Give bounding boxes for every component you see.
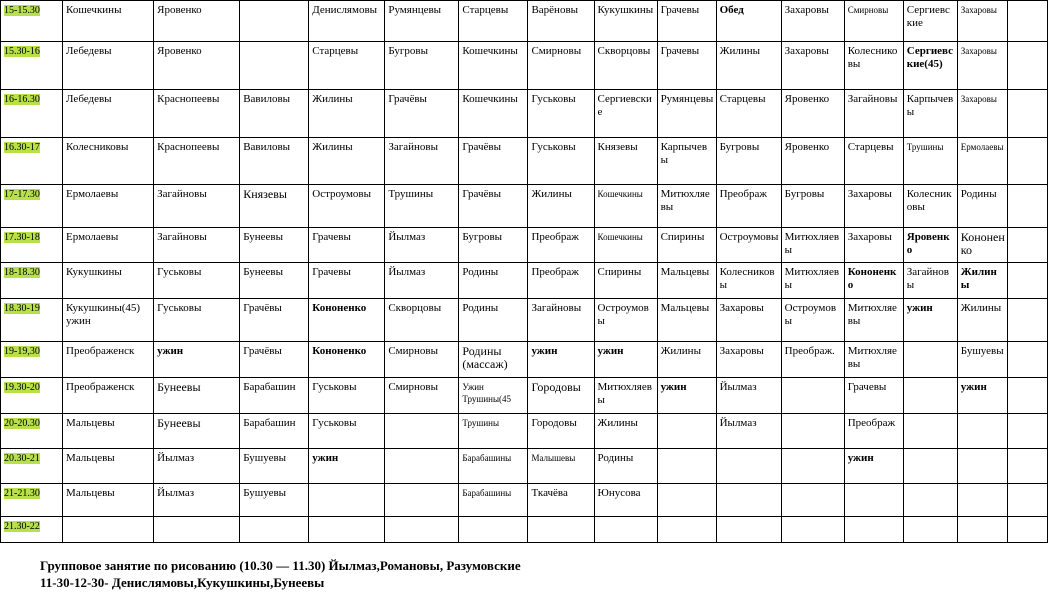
time-slot-cell (1, 299, 63, 342)
schedule-cell: Грачевы (309, 263, 385, 299)
schedule-cell: Колесниковы (903, 185, 957, 228)
time-slot-cell (1, 90, 63, 138)
schedule-cell (594, 517, 657, 543)
schedule-cell (903, 517, 957, 543)
time-slot-cell (1, 138, 63, 185)
time-slot-label: 20.30-21 (4, 453, 40, 464)
note-drawing-class: Групповое занятие по рисованию (10.30 — 11.30) Йылмаз,Романовы, Разумовские (40, 558, 521, 573)
schedule-cell: Бушуевы (240, 449, 309, 484)
schedule-cell: Вавиловы (240, 138, 309, 185)
schedule-cell: Яровенко (781, 90, 844, 138)
schedule-cell: Митюхляевы (657, 185, 716, 228)
schedule-cell: Кукушкины (63, 263, 154, 299)
schedule-row (1, 185, 1048, 228)
schedule-cell: Скворцовы (385, 299, 459, 342)
schedule-cell: Краснопеевы (154, 90, 240, 138)
schedule-cell: Грачёвы (459, 138, 528, 185)
schedule-cell (63, 517, 154, 543)
schedule-cell (957, 414, 1007, 449)
schedule-cell: Смирновы (844, 1, 903, 42)
schedule-cell: Смирновы (385, 378, 459, 414)
schedule-cell: Кукушкины(45) ужин (63, 299, 154, 342)
schedule-cell: Грачёвы (459, 185, 528, 228)
schedule-cell: Ужин Трушины(45 (459, 378, 528, 414)
schedule-cell: Барабашин (240, 378, 309, 414)
time-slot-label: 18-18.30 (4, 267, 40, 278)
time-slot-label: 15-15.30 (4, 5, 40, 16)
schedule-cell: Родины (массаж) (459, 342, 528, 378)
schedule-cell (781, 414, 844, 449)
schedule-cell (657, 414, 716, 449)
schedule-cell: Захаровы (781, 42, 844, 90)
schedule-cell: Гуськовы (528, 90, 594, 138)
schedule-cell: Колесниковы (844, 42, 903, 90)
schedule-cell: Мальцевы (63, 484, 154, 517)
schedule-cell: Кошечкины (459, 90, 528, 138)
schedule-cell (957, 517, 1007, 543)
schedule-cell: Грачевы (309, 228, 385, 263)
schedule-cell: Кононенко (309, 299, 385, 342)
schedule-cell (385, 484, 459, 517)
schedule-row (1, 1, 1048, 42)
schedule-cell: Кошечкины (594, 185, 657, 228)
schedule-cell (657, 484, 716, 517)
schedule-cell: Преображенск (63, 378, 154, 414)
time-slot-label: 19.30-20 (4, 382, 40, 393)
schedule-cell: Кононенко (957, 228, 1007, 263)
schedule-cell: ужин (154, 342, 240, 378)
schedule-cell (1007, 378, 1047, 414)
schedule-cell (1007, 414, 1047, 449)
schedule-cell: Загайновы (903, 263, 957, 299)
schedule-row (1, 414, 1048, 449)
schedule-cell: Захаровы (781, 1, 844, 42)
schedule-cell: ужин (528, 342, 594, 378)
schedule-cell: Бугровы (716, 138, 781, 185)
schedule-cell (1007, 299, 1047, 342)
schedule-cell: Жилины (309, 138, 385, 185)
schedule-cell: Кононенко (309, 342, 385, 378)
schedule-cell: Захаровы (957, 42, 1007, 90)
schedule-cell: Захаровы (957, 1, 1007, 42)
schedule-cell (385, 414, 459, 449)
schedule-cell: Родины (459, 299, 528, 342)
schedule-cell: Жилины (957, 299, 1007, 342)
schedule-cell (1007, 1, 1047, 42)
schedule-cell: ужин (957, 378, 1007, 414)
schedule-cell (240, 1, 309, 42)
time-slot-cell (1, 517, 63, 543)
schedule-cell: Митюхляевы (781, 263, 844, 299)
schedule-row (1, 342, 1048, 378)
schedule-cell: Старцевы (309, 42, 385, 90)
time-slot-label: 18.30-19 (4, 303, 40, 314)
schedule-cell: Родины (594, 449, 657, 484)
schedule-cell (903, 484, 957, 517)
schedule-cell (903, 378, 957, 414)
schedule-cell: Загайновы (154, 185, 240, 228)
schedule-cell: Ткачёва (528, 484, 594, 517)
schedule-cell (1007, 263, 1047, 299)
schedule-row (1, 449, 1048, 484)
schedule-cell: Загайновы (528, 299, 594, 342)
schedule-cell: Барабашины (459, 449, 528, 484)
schedule-cell: Мальцевы (657, 299, 716, 342)
schedule-cell (844, 484, 903, 517)
schedule-cell: Захаровы (716, 342, 781, 378)
schedule-cell: Кошечкины (594, 228, 657, 263)
schedule-cell: Бунеевы (154, 378, 240, 414)
schedule-cell: Жилины (594, 414, 657, 449)
schedule-row (1, 378, 1048, 414)
schedule-cell: Преображ (844, 414, 903, 449)
schedule-cell: Румянцевы (657, 90, 716, 138)
schedule-cell: Городовы (528, 378, 594, 414)
time-slot-cell (1, 263, 63, 299)
schedule-cell: Йылмаз (154, 449, 240, 484)
schedule-cell (781, 449, 844, 484)
schedule-row (1, 484, 1048, 517)
schedule-cell: Мальцевы (63, 414, 154, 449)
schedule-cell: Смирновы (385, 342, 459, 378)
schedule-cell: Обед (716, 1, 781, 42)
schedule-cell: Колесниковы (63, 138, 154, 185)
schedule-cell: Бунеевы (240, 263, 309, 299)
schedule-cell: Бунеевы (154, 414, 240, 449)
schedule-row (1, 138, 1048, 185)
schedule-cell: Преображенск (63, 342, 154, 378)
time-slot-label: 21-21.30 (4, 488, 40, 499)
time-slot-cell (1, 42, 63, 90)
schedule-cell: Загайновы (385, 138, 459, 185)
time-slot-label: 16.30-17 (4, 142, 40, 153)
schedule-cell: Грачевы (844, 378, 903, 414)
schedule-cell: Жилины (716, 42, 781, 90)
time-slot-cell (1, 449, 63, 484)
schedule-cell: Гуськовы (309, 414, 385, 449)
schedule-cell: Румянцевы (385, 1, 459, 42)
time-slot-cell (1, 484, 63, 517)
schedule-row (1, 299, 1048, 342)
schedule-cell (1007, 228, 1047, 263)
schedule-cell: Гуськовы (309, 378, 385, 414)
schedule-cell: Остроумовы (594, 299, 657, 342)
time-slot-cell (1, 185, 63, 228)
schedule-cell (716, 449, 781, 484)
time-slot-label: 17-17.30 (4, 189, 40, 200)
schedule-cell (844, 517, 903, 543)
schedule-cell (385, 517, 459, 543)
schedule-cell: Остроумовы (781, 299, 844, 342)
schedule-cell: Митюхляевы (844, 342, 903, 378)
schedule-cell: Захаровы (957, 90, 1007, 138)
schedule-cell (240, 42, 309, 90)
schedule-cell: Мальцевы (657, 263, 716, 299)
schedule-cell (781, 484, 844, 517)
schedule-cell: Преображ (528, 263, 594, 299)
schedule-cell: Спирины (594, 263, 657, 299)
schedule-cell (903, 414, 957, 449)
schedule-cell: Бугровы (781, 185, 844, 228)
schedule-cell: Князевы (594, 138, 657, 185)
schedule-row (1, 42, 1048, 90)
schedule-cell: Краснопеевы (154, 138, 240, 185)
schedule-cell: Жилины (528, 185, 594, 228)
schedule-cell: Остроумовы (716, 228, 781, 263)
schedule-cell: Трушины (459, 414, 528, 449)
schedule-cell: Ермолаевы (957, 138, 1007, 185)
schedule-cell: Яровенко (154, 42, 240, 90)
schedule-cell (528, 517, 594, 543)
schedule-cell: Йылмаз (385, 228, 459, 263)
schedule-cell: Яровенко (154, 1, 240, 42)
schedule-cell: Митюхляевы (594, 378, 657, 414)
schedule-cell (240, 517, 309, 543)
schedule-cell: Кононенко (844, 263, 903, 299)
schedule-cell: Скворцовы (594, 42, 657, 90)
schedule-cell (781, 378, 844, 414)
schedule-cell (309, 484, 385, 517)
time-slot-cell (1, 378, 63, 414)
schedule-cell: Бушуевы (240, 484, 309, 517)
schedule-cell (385, 449, 459, 484)
schedule-cell: Малышевы (528, 449, 594, 484)
time-slot-cell (1, 342, 63, 378)
schedule-cell: ужин (309, 449, 385, 484)
schedule-cell: Старцевы (716, 90, 781, 138)
schedule-row (1, 90, 1048, 138)
schedule-cell: ужин (594, 342, 657, 378)
time-slot-label: 21.30-22 (4, 521, 40, 532)
schedule-cell: Митюхляевы (844, 299, 903, 342)
schedule-cell: Преображ (528, 228, 594, 263)
schedule-cell (657, 517, 716, 543)
schedule-cell: Кукушкины (594, 1, 657, 42)
schedule-cell: Яровенко (781, 138, 844, 185)
schedule-cell: Сергиевские (903, 1, 957, 42)
schedule-cell: Преображ. (781, 342, 844, 378)
schedule-cell: Йылмаз (716, 378, 781, 414)
schedule-cell: Йылмаз (716, 414, 781, 449)
time-slot-cell (1, 1, 63, 42)
schedule-cell (1007, 90, 1047, 138)
schedule-cell: ужин (657, 378, 716, 414)
schedule-cell: Старцевы (459, 1, 528, 42)
schedule-cell: Юнусова (594, 484, 657, 517)
schedule-cell: Старцевы (844, 138, 903, 185)
schedule-cell: Жилины (309, 90, 385, 138)
schedule-cell: Йылмаз (385, 263, 459, 299)
schedule-cell: Варёновы (528, 1, 594, 42)
schedule-cell: Остроумовы (309, 185, 385, 228)
schedule-cell: Барабашин (240, 414, 309, 449)
schedule-row (1, 228, 1048, 263)
schedule-cell: Городовы (528, 414, 594, 449)
schedule-cell: Карпычевы (903, 90, 957, 138)
schedule-cell: Ермолаевы (63, 228, 154, 263)
schedule-cell (657, 449, 716, 484)
time-slot-label: 17.30-18 (4, 232, 40, 243)
note-second-group: 11-30-12-30- Денислямовы,Кукушкины,Бунеевы (40, 575, 325, 590)
schedule-cell: Лебедевы (63, 90, 154, 138)
time-slot-cell (1, 414, 63, 449)
schedule-cell (1007, 517, 1047, 543)
schedule-cell (309, 517, 385, 543)
schedule-cell: Жилины (657, 342, 716, 378)
schedule-cell: Родины (459, 263, 528, 299)
schedule-cell: Жилины (957, 263, 1007, 299)
schedule-cell: Грачевы (657, 42, 716, 90)
schedule-cell: Кошечкины (63, 1, 154, 42)
schedule-cell: Преображ (716, 185, 781, 228)
schedule-cell: Трушины (903, 138, 957, 185)
schedule-cell: Ермолаевы (63, 185, 154, 228)
schedule-cell: Смирновы (528, 42, 594, 90)
schedule-cell: Гуськовы (154, 299, 240, 342)
schedule-cell: Бушуевы (957, 342, 1007, 378)
schedule-cell (957, 484, 1007, 517)
schedule-cell (1007, 185, 1047, 228)
schedule-cell (1007, 42, 1047, 90)
schedule-cell: ужин (903, 299, 957, 342)
schedule-cell: Яровенко (903, 228, 957, 263)
schedule-cell: Гуськовы (154, 263, 240, 299)
schedule-cell: Захаровы (844, 185, 903, 228)
schedule-cell: Трушины (385, 185, 459, 228)
schedule-cell: Грачёвы (385, 90, 459, 138)
schedule-row (1, 263, 1048, 299)
schedule-cell (154, 517, 240, 543)
schedule-cell: Грачевы (657, 1, 716, 42)
schedule-cell: Лебедевы (63, 42, 154, 90)
schedule-cell (716, 484, 781, 517)
time-slot-label: 19-19,30 (4, 346, 40, 357)
time-slot-label: 20-20.30 (4, 418, 40, 429)
schedule-cell: Кошечкины (459, 42, 528, 90)
schedule-cell: Князевы (240, 185, 309, 228)
time-slot-cell (1, 228, 63, 263)
schedule-cell: Йылмаз (154, 484, 240, 517)
schedule-row (1, 517, 1048, 543)
schedule-cell (1007, 342, 1047, 378)
schedule-cell: Сергиевские (594, 90, 657, 138)
schedule-cell: Захаровы (844, 228, 903, 263)
schedule-cell (716, 517, 781, 543)
schedule-cell: Бунеевы (240, 228, 309, 263)
schedule-cell: Денислямовы (309, 1, 385, 42)
schedule-cell: Грачёвы (240, 299, 309, 342)
schedule-cell: Сергиевские(45) (903, 42, 957, 90)
schedule-cell: Бугровы (459, 228, 528, 263)
schedule-cell: Колесниковы (716, 263, 781, 299)
schedule-cell: Захаровы (716, 299, 781, 342)
schedule-cell: Бугровы (385, 42, 459, 90)
schedule-cell (1007, 138, 1047, 185)
schedule-cell (459, 517, 528, 543)
schedule-cell: Родины (957, 185, 1007, 228)
schedule-cell: Грачёвы (240, 342, 309, 378)
schedule-cell: Митюхляевы (781, 228, 844, 263)
schedule-cell: Гуськовы (528, 138, 594, 185)
schedule-cell: Барабашины (459, 484, 528, 517)
schedule-cell: Карпычевы (657, 138, 716, 185)
schedule-cell: Вавиловы (240, 90, 309, 138)
schedule-cell (903, 342, 957, 378)
schedule-cell (1007, 484, 1047, 517)
time-slot-label: 15.30-16 (4, 46, 40, 57)
schedule-cell (903, 449, 957, 484)
schedule-cell (781, 517, 844, 543)
schedule-cell: ужин (844, 449, 903, 484)
schedule-cell (1007, 449, 1047, 484)
schedule-cell: Спирины (657, 228, 716, 263)
schedule-cell: Загайновы (844, 90, 903, 138)
schedule-cell (957, 449, 1007, 484)
schedule-cell: Загайновы (154, 228, 240, 263)
schedule-cell: Мальцевы (63, 449, 154, 484)
time-slot-label: 16-16.30 (4, 94, 40, 105)
